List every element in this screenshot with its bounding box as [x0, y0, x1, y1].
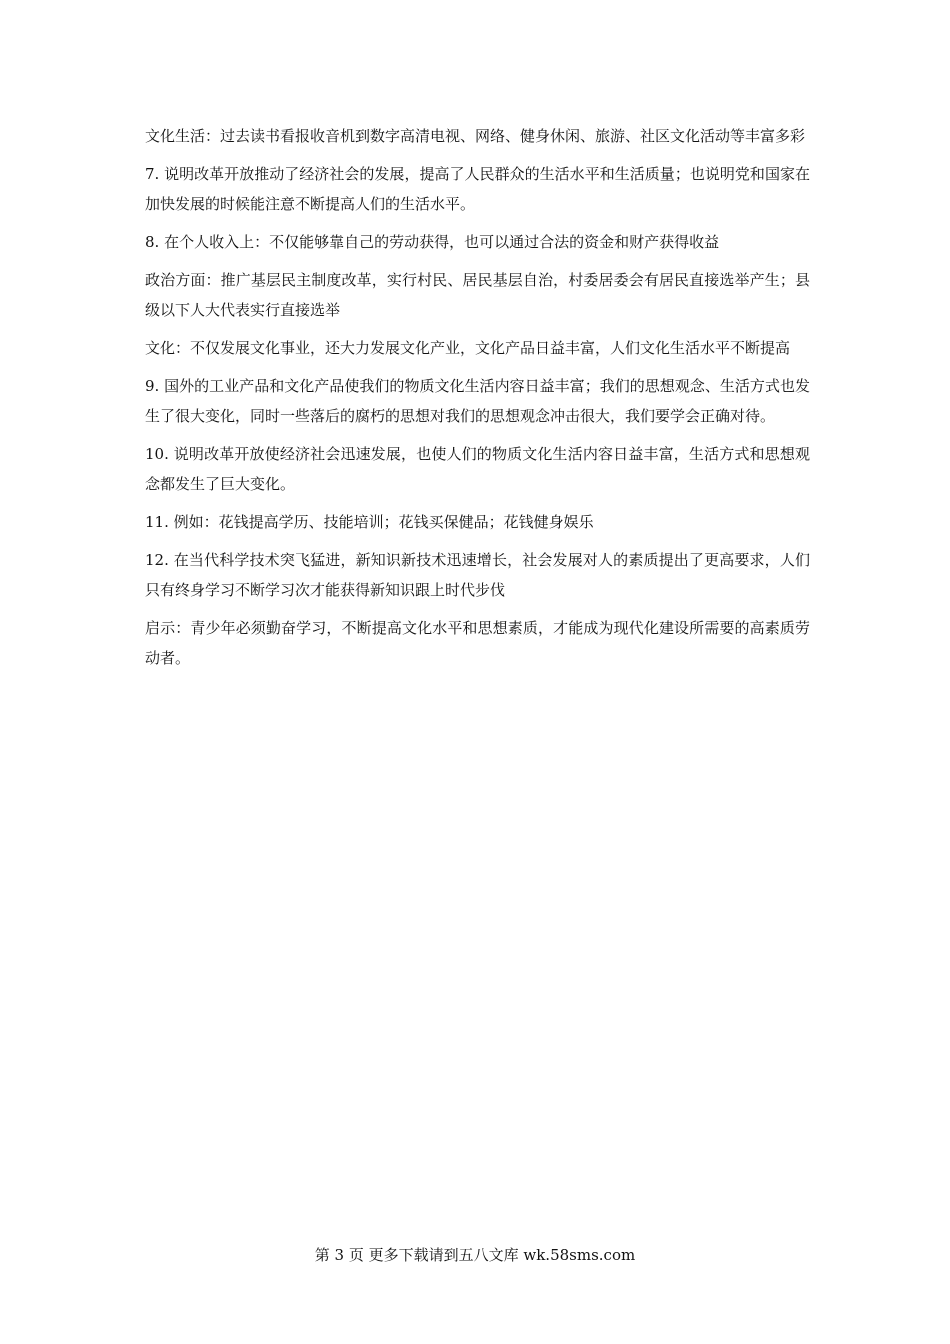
paragraph-answer-7: 7. 说明改革开放推动了经济社会的发展，提高了人民群众的生活水平和生活质量；也说明党和国家在加快发展的时候能注意不断提高人们的生活水平。 [145, 165, 810, 213]
paragraph-answer-11: 11. 例如：花钱提高学历、技能培训；花钱买保健品；花钱健身娱乐 [145, 513, 594, 531]
paragraph-culture: 文化：不仅发展文化事业，还大力发展文化产业，文化产品日益丰富，人们文化生活水平不断提高 [145, 339, 791, 357]
paragraph-politics: 政治方面：推广基层民主制度改革，实行村民、居民基层自治，村委居委会有居民直接选举产生；县级以下人大代表实行直接选举 [145, 271, 810, 319]
paragraph-answer-12: 12. 在当代科学技术突飞猛进，新知识新技术迅速增长，社会发展对人的素质提出了更高要求，人们只有终身学习不断学习次才能获得新知识跟上时代步伐 [145, 551, 810, 599]
document-body [145, 121, 810, 681]
page-footer: 第 3 页 更多下载请到五八文库 wk.58sms.com [314, 1246, 636, 1264]
paragraph-answer-10: 10. 说明改革开放使经济社会迅速发展，也使人们的物质文化生活内容日益丰富，生活方式和思想观念都发生了巨大变化。 [145, 445, 810, 493]
paragraph-answer-9: 9. 国外的工业产品和文化产品使我们的物质文化生活内容日益丰富；我们的思想观念、生活方式也发生了很大变化，同时一些落后的腐朽的思想对我们的思想观念冲击很大，我们要学会正确对待。 [145, 377, 810, 425]
paragraph-inspiration: 启示：青少年必须勤奋学习，不断提高文化水平和思想素质，才能成为现代化建设所需要的高素质劳动者。 [145, 619, 810, 667]
paragraph-culture-life: 文化生活：过去读书看报收音机到数字高清电视、网络、健身休闲、旅游、社区文化活动等丰富多彩 [145, 127, 806, 145]
paragraph-answer-8: 8. 在个人收入上：不仅能够靠自己的劳动获得，也可以通过合法的资金和财产获得收益 [145, 233, 720, 251]
